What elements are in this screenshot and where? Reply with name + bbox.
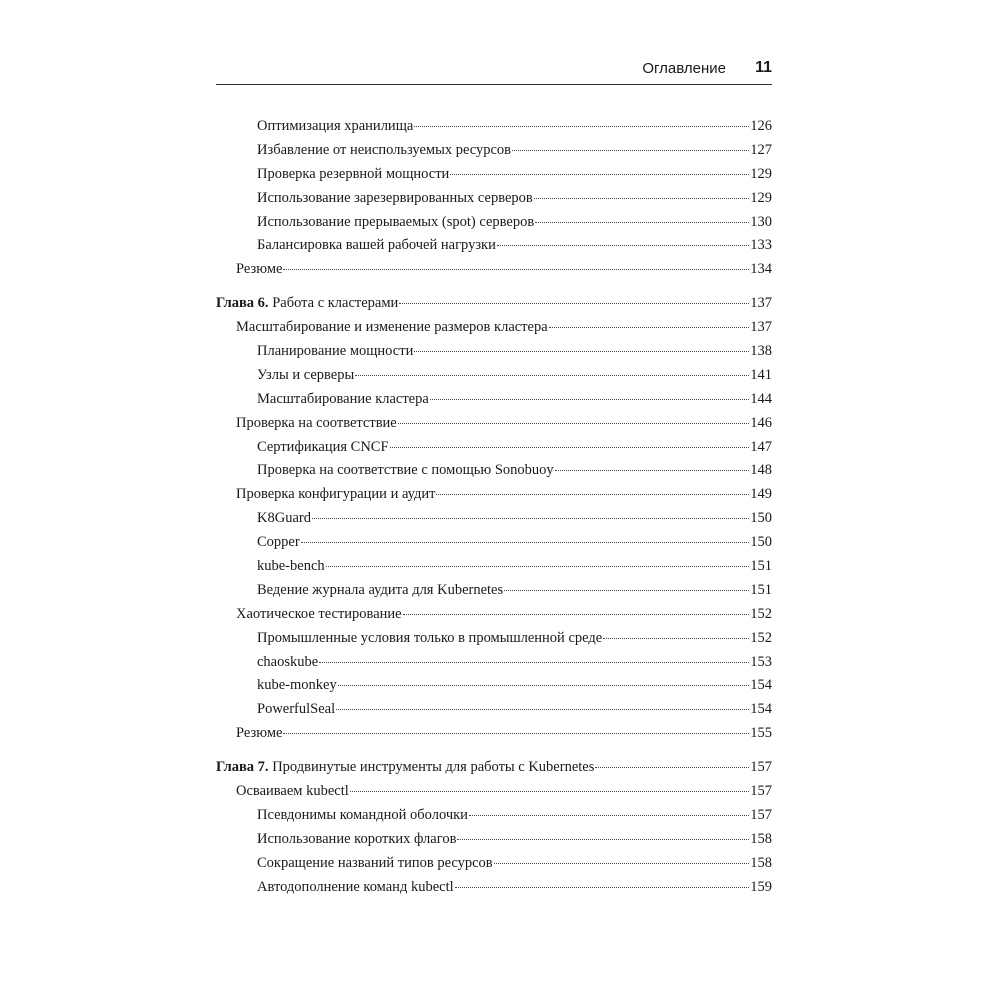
toc-entry-title (236, 603, 402, 627)
toc-page-number: 127 (750, 141, 772, 158)
toc-entry (216, 555, 772, 579)
toc-page-number: 158 (750, 830, 772, 847)
toc-page-number: 134 (750, 261, 772, 278)
toc-entry-title (257, 579, 503, 603)
toc-entry-label: Использование прерываемых (spot) серверов (257, 213, 535, 230)
toc-entry-label: Промышленные условия только в промышленной среде (257, 629, 603, 646)
dot-leader (350, 791, 749, 792)
toc-entry (216, 459, 772, 483)
toc-entry-label: Масштабирование и изменение размеров кластера (236, 319, 548, 336)
dot-leader (555, 470, 750, 471)
toc-page-number: 151 (750, 558, 772, 575)
toc-entry (216, 364, 772, 388)
toc-entry-title (236, 483, 435, 507)
toc-entry (216, 603, 772, 627)
dot-leader (534, 198, 749, 199)
toc-chapter-number: Глава 6. (216, 295, 269, 312)
toc-page-number: 157 (750, 759, 772, 776)
toc-entry-title (257, 555, 325, 579)
toc-entry-title (257, 828, 456, 852)
toc-entry-label: kube-monkey (257, 677, 337, 694)
dot-leader (450, 174, 749, 175)
toc-entry (216, 258, 772, 282)
toc-page-number: 138 (750, 343, 772, 360)
toc-page-number: 154 (750, 701, 772, 718)
toc-entry-title (257, 388, 429, 412)
toc-page-number: 141 (750, 366, 772, 383)
toc-entry (216, 139, 772, 163)
header-divider (216, 84, 772, 85)
running-header (216, 58, 772, 80)
toc-page-number: 137 (750, 319, 772, 336)
toc-page-number: 130 (750, 213, 772, 230)
table-of-contents (216, 115, 772, 900)
dot-leader (338, 685, 750, 686)
toc-entry-title (257, 459, 554, 483)
toc-entry (216, 627, 772, 651)
toc-page-number: 152 (750, 629, 772, 646)
toc-entry (216, 115, 772, 139)
toc-page-number: 153 (750, 653, 772, 670)
toc-page-number: 149 (750, 486, 772, 503)
toc-page-number: 152 (750, 605, 772, 622)
toc-page-number: 159 (750, 878, 772, 895)
toc-entry-label: Использование коротких флагов (257, 830, 457, 847)
toc-chapter-entry (216, 292, 772, 316)
toc-entry-title (257, 876, 454, 900)
toc-page-number: 155 (750, 725, 772, 742)
toc-entry-label: Проверка конфигурации и аудит (236, 486, 436, 503)
toc-entry (216, 412, 772, 436)
toc-page-number: 150 (750, 534, 772, 551)
dot-leader (512, 150, 749, 151)
toc-entry (216, 163, 772, 187)
toc-entry-label: kube-bench (257, 558, 325, 575)
toc-entry (216, 698, 772, 722)
dot-leader (497, 245, 749, 246)
toc-entry-title (257, 698, 335, 722)
page-number: 11 (755, 59, 772, 76)
dot-leader (603, 638, 749, 639)
dot-leader (336, 709, 749, 710)
toc-entry-title (236, 258, 282, 282)
dot-leader (455, 887, 750, 888)
toc-entry-title (236, 316, 548, 340)
toc-entry-title (257, 211, 534, 235)
dot-leader (436, 494, 749, 495)
toc-entry-title (257, 340, 413, 364)
toc-entry-label: Copper (257, 534, 300, 551)
dot-leader (430, 399, 749, 400)
toc-entry (216, 722, 772, 746)
dot-leader (301, 542, 750, 543)
toc-entry-title (257, 139, 511, 163)
toc-entry (216, 483, 772, 507)
toc-entry-label: Резюме (236, 261, 283, 278)
toc-entry-title (257, 364, 354, 388)
toc-entry-label: Хаотическое тестирование (236, 605, 402, 622)
toc-entry (216, 340, 772, 364)
toc-entry (216, 579, 772, 603)
toc-entry-label: Планирование мощности (257, 343, 414, 360)
toc-entry (216, 316, 772, 340)
toc-entry-title (257, 115, 413, 139)
toc-entry-title (257, 507, 311, 531)
dot-leader (403, 614, 750, 615)
dot-leader (390, 447, 750, 448)
toc-entry (216, 828, 772, 852)
toc-entry-title (216, 756, 594, 780)
toc-entry-label: Использование зарезервированных серверов (257, 189, 533, 206)
toc-page-number: 148 (750, 462, 772, 479)
toc-page-number: 144 (750, 390, 772, 407)
dot-leader (283, 269, 749, 270)
toc-page-number: 151 (750, 581, 772, 598)
toc-entry (216, 674, 772, 698)
toc-entry (216, 531, 772, 555)
toc-entry-label: Резюме (236, 725, 283, 742)
dot-leader (319, 662, 749, 663)
dot-leader (535, 222, 749, 223)
toc-entry (216, 780, 772, 804)
dot-leader (312, 518, 749, 519)
dot-leader (549, 327, 750, 328)
dot-leader (504, 590, 749, 591)
toc-entry-title (236, 412, 397, 436)
toc-entry-label: PowerfulSeal (257, 701, 336, 718)
toc-entry (216, 852, 772, 876)
dot-leader (283, 733, 749, 734)
toc-entry-label: Автодополнение команд kubectl (257, 878, 454, 895)
toc-entry (216, 651, 772, 675)
toc-entry-title (257, 651, 318, 675)
toc-page-number: 157 (750, 806, 772, 823)
toc-entry-label: Проверка на соответствие (236, 414, 397, 431)
toc-entry-label: Балансировка вашей рабочей нагрузки (257, 237, 496, 254)
toc-entry-label: Масштабирование кластера (257, 390, 429, 407)
toc-entry-label: Сокращение названий типов ресурсов (257, 854, 493, 871)
toc-page-number: 154 (750, 677, 772, 694)
toc-entry-label: Проверка резервной мощности (257, 165, 450, 182)
toc-entry-label: Сертификация CNCF (257, 438, 389, 455)
toc-page-number: 158 (750, 854, 772, 871)
toc-entry-label: Оптимизация хранилища (257, 118, 414, 134)
toc-entry-label: Ведение журнала аудита для Kubernetes (257, 581, 504, 598)
toc-page-number: 146 (750, 414, 772, 431)
toc-entry-title (257, 436, 389, 460)
dot-leader (595, 767, 749, 768)
running-header-title: Оглавление (642, 60, 726, 77)
dot-leader (326, 566, 750, 567)
toc-chapter-entry (216, 756, 772, 780)
dot-leader (414, 126, 749, 127)
toc-page-number: 137 (750, 295, 772, 312)
toc-page-number: 129 (750, 165, 772, 182)
toc-entry-title (236, 722, 282, 746)
toc-entry-title (257, 674, 337, 698)
toc-entry-title (257, 163, 449, 187)
toc-page-number: 150 (750, 510, 772, 527)
toc-page-number: 133 (750, 237, 772, 254)
toc-entry-label: Избавление от неиспользуемых ресурсов (257, 141, 512, 158)
dot-leader (494, 863, 750, 864)
toc-entry-title (257, 187, 533, 211)
toc-entry (216, 388, 772, 412)
toc-entry (216, 804, 772, 828)
dot-leader (398, 423, 750, 424)
toc-entry-title (257, 234, 496, 258)
dot-leader (355, 375, 749, 376)
toc-entry-label: Псевдонимы командной оболочки (257, 806, 468, 823)
dot-leader (399, 303, 749, 304)
toc-page-number: 129 (750, 189, 772, 206)
toc-entry-label: Узлы и серверы (257, 366, 355, 383)
toc-entry-label: Проверка на соответствие с помощью Sonobuoy (257, 462, 554, 479)
dot-leader (414, 351, 749, 352)
toc-entry-label: Осваиваем kubectl (236, 783, 349, 800)
toc-entry (216, 187, 772, 211)
toc-chapter-number: Глава 7. (216, 759, 269, 776)
toc-entry-label: Продвинутые инструменты для работы с Kubernetes (272, 759, 595, 776)
toc-entry (216, 211, 772, 235)
toc-entry-label: chaoskube (257, 653, 319, 670)
toc-entry (216, 507, 772, 531)
toc-entry (216, 876, 772, 900)
toc-entry-title (257, 531, 300, 555)
toc-page-number: 157 (750, 783, 772, 800)
toc-entry-title (236, 780, 349, 804)
toc-entry-label: Работа с кластерами (272, 295, 399, 312)
dot-leader (457, 839, 749, 840)
toc-entry-title (257, 804, 468, 828)
toc-entry-title (257, 852, 493, 876)
toc-entry (216, 234, 772, 258)
toc-entry-label: K8Guard (257, 510, 311, 527)
toc-entry-title (257, 627, 602, 651)
toc-entry (216, 436, 772, 460)
toc-page-number: 147 (750, 438, 772, 455)
dot-leader (469, 815, 749, 816)
toc-entry-title (216, 292, 398, 316)
toc-page-number: 126 (750, 118, 772, 134)
